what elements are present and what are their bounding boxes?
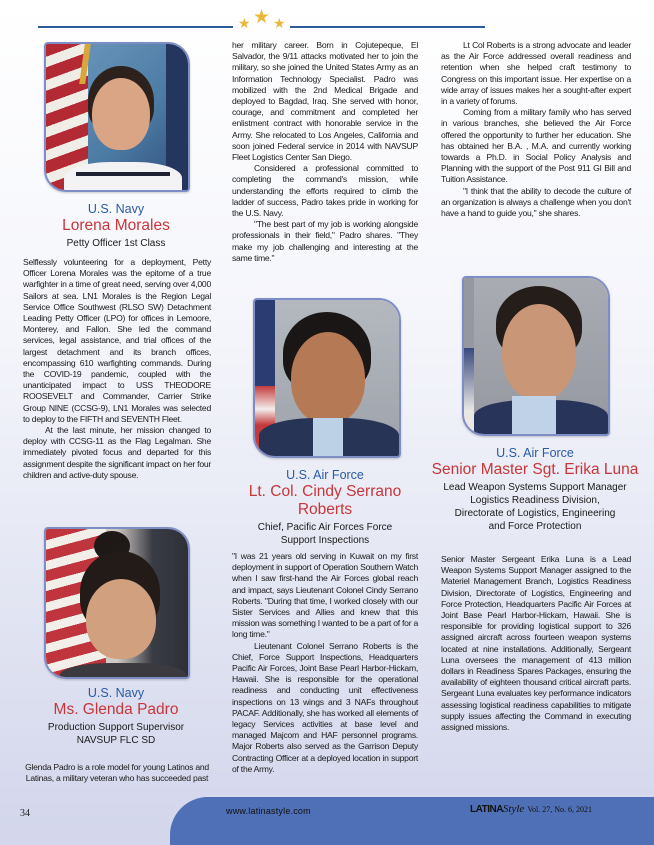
branch-label: U.S. Air Force bbox=[286, 468, 364, 482]
person-name: Lt. Col. Cindy Serrano Roberts bbox=[248, 483, 402, 518]
profile-caption-roberts bbox=[222, 468, 428, 547]
bio-morales bbox=[23, 257, 211, 481]
header-rule-left bbox=[38, 26, 233, 28]
person-name: Lorena Morales bbox=[62, 217, 170, 234]
bio-roberts-continued bbox=[441, 40, 631, 219]
bio-paragraph: Senior Master Sergeant Erika Luna is a Lead Weapon Systems Support Manager assigned to the Materiel Management Branch, Logistics Readiness Division, Directorate of Logistics, Engineering and Force Protection, Headquarters Pacific Air Forces at Joint Base Pearl Harbor-Hickam, Hawaii. She is responsible for providing logistical support to 326 assigned aircraft across fourteen weapon systems located at nine installations. Additionally, Sergeant Luna oversees the management of 413 million dollars in Readiness Spares Packages, ensuring the availability of eighteen thousand critical aircraft parts. Sergeant Luna evaluates key performance indicators assessing logistical readiness capabilities to mitigate supply issues affecting the Command in executing assigned missions. bbox=[441, 554, 631, 733]
bio-luna bbox=[441, 554, 631, 733]
person-title: Petty Officer 1st Class bbox=[66, 238, 166, 249]
star-icon: ★ bbox=[238, 15, 251, 31]
bio-paragraph: Coming from a military family who has served in various branches, she believed the Air Force offered the opportunity to further her education. She has obtained her B.A. , M.A. and currently working towards a Ph.D. in Social Policy Analysis and Planning with the support of the Post 911 GI Bill and Tuition Assistance. bbox=[441, 107, 631, 185]
page-number: 34 bbox=[20, 808, 30, 819]
bio-paragraph: her military career. Born in Cojutepeque, El Salvador, the 9/11 attacks motivated her to join the military, so she joined the United States Army as an Information Technology Specialist. Padro was mobilized with the 2nd Medical Brigade and deployed to Bagdad, Iraq. She served with honor, courage, and commitment and completed her enlistment contract with honorable service in the Army. She relocated to Los Angeles, California and soon joined Federal service in 2014 with NAVSUP Fleet Logistics Center San Diego. bbox=[232, 40, 418, 163]
bio-roberts bbox=[232, 551, 418, 775]
bio-paragraph: Considered a professional committed to completing the command's mission, while understanding the efforts required to climb the ladder of success, Padro takes pride in working for the U.S. Navy. bbox=[232, 163, 418, 219]
star-icon: ★ bbox=[273, 15, 286, 31]
star-icon: ★ bbox=[253, 7, 271, 28]
person-title: Support Inspections bbox=[280, 535, 370, 546]
brand-logo-part1: LATINA bbox=[470, 804, 503, 815]
bio-padro-continued bbox=[232, 40, 418, 264]
bio-paragraph: At the last minute, her mission changed to deploy with CCSG-11 as the Flag Legalman. She immediately pivoted focus and departed for this assignment despite the significant impact on her four children and active-duty spouse. bbox=[23, 425, 211, 480]
person-title: and Force Protection bbox=[488, 521, 582, 532]
bio-padro-start bbox=[23, 762, 211, 784]
bio-paragraph: Selflessly volunteering for a deployment, Petty Officer Lorena Morales was the epitome of a true warfighter in a time of great need, serving over 4,000 Sailors at sea. LN1 Morales is the Region Legal Service Office Southwest (RLSO SW) Detachment Leading Petty Officer (LPO) for offices in Lemoore, Monterey, and Fallon. She led the command services, legal assistance, and trial offices of the largest detachment and its branch offices, encompassing 610 warfighting commands. During the COVID-19 pandemic, coupled with the unanticipated impact to USS THEODORE ROOSEVELT and Commander, Carrier Strike Group NINE (CCSG-9), LN1 Morales was selected to deploy to the FIFTH and SEVENTH Fleet. bbox=[23, 257, 211, 424]
branch-label: U.S. Air Force bbox=[496, 446, 574, 460]
bio-paragraph: "I think that the ability to decode the culture of an organization is always a challenge when you don't have a hand to guide you," she shares. bbox=[441, 185, 631, 219]
branch-label: U.S. Navy bbox=[87, 686, 145, 700]
website-link[interactable]: www.latinastyle.com bbox=[226, 806, 311, 816]
person-title: Lead Weapon Systems Support Manager bbox=[443, 482, 627, 493]
header-stars bbox=[236, 8, 290, 34]
header-rule-right bbox=[290, 26, 485, 28]
bio-paragraph: "I was 21 years old serving in Kuwait on my first deployment in support of Operation Southern Watch when I saw first-hand the Air Forces global reach and impact, says Lieutenant Colonel Cindy Serrano Roberts. "During that time, I worked closely with our Sister Services and Allies and knew that this mission was something I wanted to be a part of for a long time." bbox=[232, 551, 418, 640]
issue-info: Vol. 27, No. 6, 2021 bbox=[527, 805, 593, 814]
person-title: Directorate of Logistics, Engineering bbox=[454, 508, 616, 519]
branch-label: U.S. Navy bbox=[87, 202, 145, 216]
brand-logo-part2: Style bbox=[502, 803, 525, 815]
bio-paragraph: "The best part of my job is working alongside professionals in their field," Padro shares. "They make my job challenging and interesting at the same time." bbox=[232, 219, 418, 263]
person-title: Chief, Pacific Air Forces Force bbox=[257, 522, 393, 533]
magazine-issue bbox=[470, 803, 592, 815]
bio-paragraph: Lt Col Roberts is a strong advocate and leader as the Air Force addressed overall readiness and retention when she helped craft testimony to Congress on this important issue. Her expertise on a wide array of issues makes her a sought-after expert in a variety of forums. bbox=[441, 40, 631, 107]
profile-caption-luna bbox=[430, 446, 640, 533]
bio-paragraph: Glenda Padro is a role model for young Latinos and Latinas, a military veteran who has succeeded past bbox=[25, 762, 209, 784]
portrait-erika-luna bbox=[462, 276, 610, 436]
portrait-cindy-serrano-roberts bbox=[253, 298, 401, 458]
person-title: Logistics Readiness Division, bbox=[470, 495, 600, 506]
person-title: Production Support Supervisor bbox=[47, 722, 185, 733]
portrait-glenda-padro bbox=[44, 527, 190, 679]
bio-paragraph: Lieutenant Colonel Serrano Roberts is the Chief, Force Support Inspections, Headquarters Pacific Air Forces, Joint Base Pearl Harbor-Hickam, Hawaii. She is responsible for the operational readiness and conducting unit effectiveness inspections on 13 wings and 3 NAFs throughout PACAF. Additionally, she has worked all elements of legacy Services activities at base level and managed Majcom and HAF personnel programs. Major Roberts also served as the Garrison Deputy Contracting Officer at a deployed location in support of the Army. bbox=[232, 640, 418, 774]
profile-caption-morales bbox=[10, 202, 222, 250]
person-name: Senior Master Sgt. Erika Luna bbox=[431, 461, 639, 478]
person-name: Ms. Glenda Padro bbox=[53, 701, 179, 718]
portrait-lorena-morales bbox=[44, 42, 190, 192]
person-title: NAVSUP FLC SD bbox=[76, 735, 156, 746]
profile-caption-padro bbox=[10, 686, 222, 747]
